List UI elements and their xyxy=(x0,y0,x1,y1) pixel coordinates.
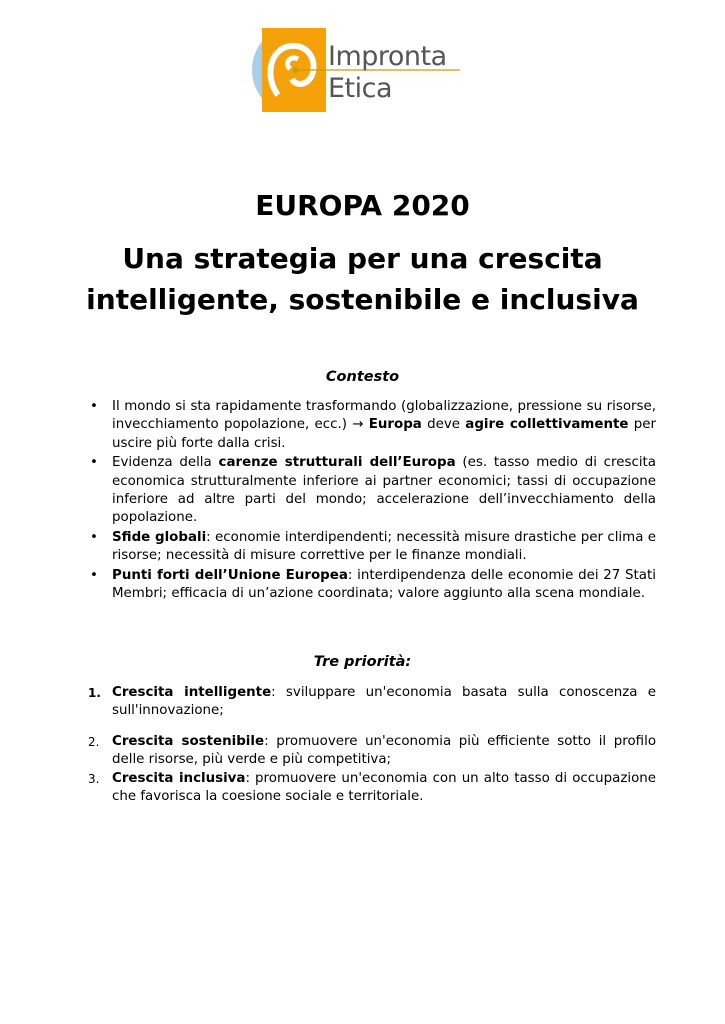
list-item: • Punti forti dell’Unione Europea: interdipendenza delle economie dei 27 Stati Membri; efficacia di un’azione coordinata; valore aggiunto alla scena mondiale. xyxy=(90,567,656,602)
bullet-icon: • xyxy=(90,529,98,545)
logo-word-impronta: Impronta xyxy=(328,41,447,72)
list-item: 1. Crescita intelligente: sviluppare un'economia basata sulla conoscenza e sull'innovazione; xyxy=(88,685,657,719)
list-item: 2. Crescita sostenibile: promuovere un'economia più efficiente sotto il profilo delle risorse, più verde e più competitiva; xyxy=(88,733,657,768)
list-item: • Sfide globali: economie interdipendenti; necessità misure drastiche per clima e risorse; necessità di misure correttive per le finanze mondiali. xyxy=(90,529,656,564)
list-item: 3. Crescita inclusiva: promuovere un'economia con un alto tasso di occupazione che favorisca la coesione sociale e territoriale. xyxy=(88,770,656,805)
logo-word-etica: Etica xyxy=(328,73,393,104)
item-number: 3. xyxy=(88,771,100,786)
bullet-icon: • xyxy=(90,455,98,471)
context-list xyxy=(90,398,656,604)
priorities-list xyxy=(88,684,656,806)
item-number: 2. xyxy=(88,734,100,749)
document-subtitle: Una strategia per una crescita intelligente, sostenibile e inclusiva xyxy=(86,242,639,316)
bullet-icon: • xyxy=(90,399,98,414)
impronta-etica-logo xyxy=(248,25,468,115)
priorities-heading: Tre priorità: xyxy=(313,654,412,670)
item-number: 1. xyxy=(88,686,101,700)
context-heading: Contesto xyxy=(325,369,400,385)
bullet-icon: • xyxy=(90,567,98,583)
list-item: • Il mondo si sta rapidamente trasformando (globalizzazione, pressione su risorse, invecchiamento popolazione, ecc.) → Europa deve agire collettivamente per uscire più forte dalla crisi. xyxy=(90,399,656,451)
document-title: EUROPA 2020 xyxy=(255,189,470,222)
list-item: • Evidenza della carenze strutturali dell’Europa (es. tasso medio di crescita economica strutturalmente inferiore ai partner economici; tassi di occupazione inferiore ad altre parti del mondo; accelerazione dell’invecchiamento della popolazione. xyxy=(90,455,657,526)
